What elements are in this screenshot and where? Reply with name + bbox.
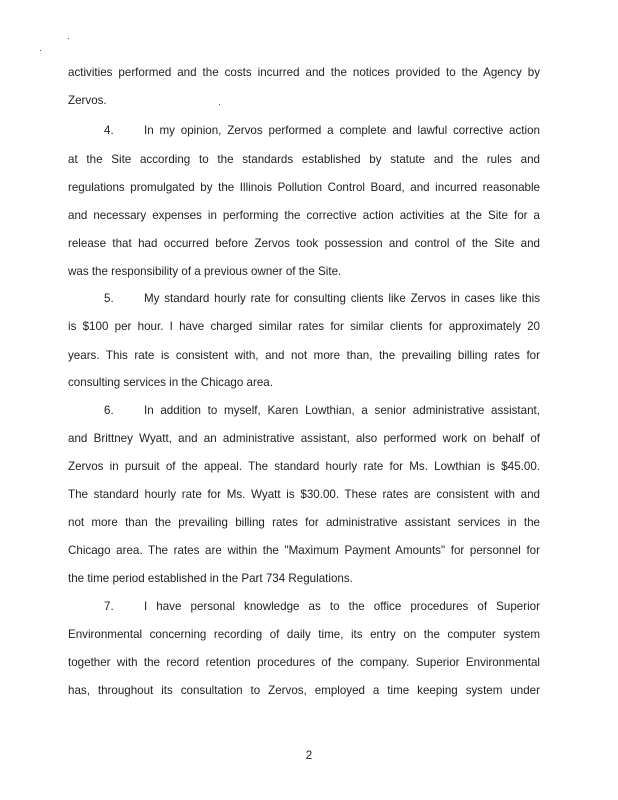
- paragraph-number: 4.: [104, 124, 114, 137]
- body-line: Zervos.: [68, 94, 107, 107]
- paragraph-first-text: I have personal knowledge as to the office procedures of Superior: [144, 600, 540, 613]
- body-line: has, throughout its consultation to Zervos, employed a time keeping system under: [68, 684, 540, 697]
- body-line: consulting services in the Chicago area.: [68, 376, 273, 389]
- body-line: Environmental concerning recording of daily time, its entry on the computer system: [68, 628, 540, 641]
- paragraph-first-text: In my opinion, Zervos performed a complete and lawful corrective action: [144, 124, 540, 137]
- body-line: the time period established in the Part 734 Regulations.: [68, 572, 353, 585]
- paragraph-7-first-line: [68, 600, 540, 614]
- paragraph-first-text: My standard hourly rate for consulting clients like Zervos in cases like this: [144, 292, 540, 305]
- paragraph-number: 7.: [104, 600, 114, 613]
- page-number: 2: [305, 749, 313, 762]
- body-line: The standard hourly rate for Ms. Wyatt is $30.00. These rates are consistent with and: [68, 488, 540, 501]
- paragraph-5-first-line: [68, 292, 540, 306]
- body-line: and Brittney Wyatt, and an administrative assistant, also performed work on behalf of: [68, 432, 540, 445]
- paragraph-4-first-line: [68, 124, 540, 138]
- body-line: at the Site according to the standards established by statute and the rules and: [68, 153, 540, 166]
- body-line: Zervos in pursuit of the appeal. The standard hourly rate for Ms. Lowthian is $45.00.: [68, 460, 540, 473]
- body-line: is $100 per hour. I have charged similar rates for similar clients for approximately 20: [68, 320, 540, 333]
- scan-speck: [68, 38, 69, 39]
- body-line: not more than the prevailing billing rates for administrative assistant services in the: [68, 516, 540, 529]
- paragraph-6-first-line: [68, 404, 540, 418]
- body-line: together with the record retention procedures of the company. Superior Environmental: [68, 656, 540, 669]
- body-line: activities performed and the costs incurred and the notices provided to the Agency by: [68, 66, 540, 79]
- body-line: release that had occurred before Zervos took possession and control of the Site and: [68, 237, 540, 250]
- body-line: regulations promulgated by the Illinois Pollution Control Board, and incurred reasonable: [68, 181, 540, 194]
- paragraph-first-text: In addition to myself, Karen Lowthian, a senior administrative assistant,: [144, 404, 540, 417]
- paragraph-number: 5.: [104, 292, 114, 305]
- body-line: was the responsibility of a previous owner of the Site.: [68, 265, 342, 278]
- body-line: and necessary expenses in performing the corrective action activities at the Site for a: [68, 209, 540, 222]
- paragraph-number: 6.: [104, 404, 114, 417]
- body-line: Chicago area. The rates are within the "Maximum Payment Amounts" for personnel for: [68, 544, 540, 557]
- body-line: years. This rate is consistent with, and not more than, the prevailing billing rates for: [68, 349, 540, 362]
- scan-speck: [40, 50, 41, 51]
